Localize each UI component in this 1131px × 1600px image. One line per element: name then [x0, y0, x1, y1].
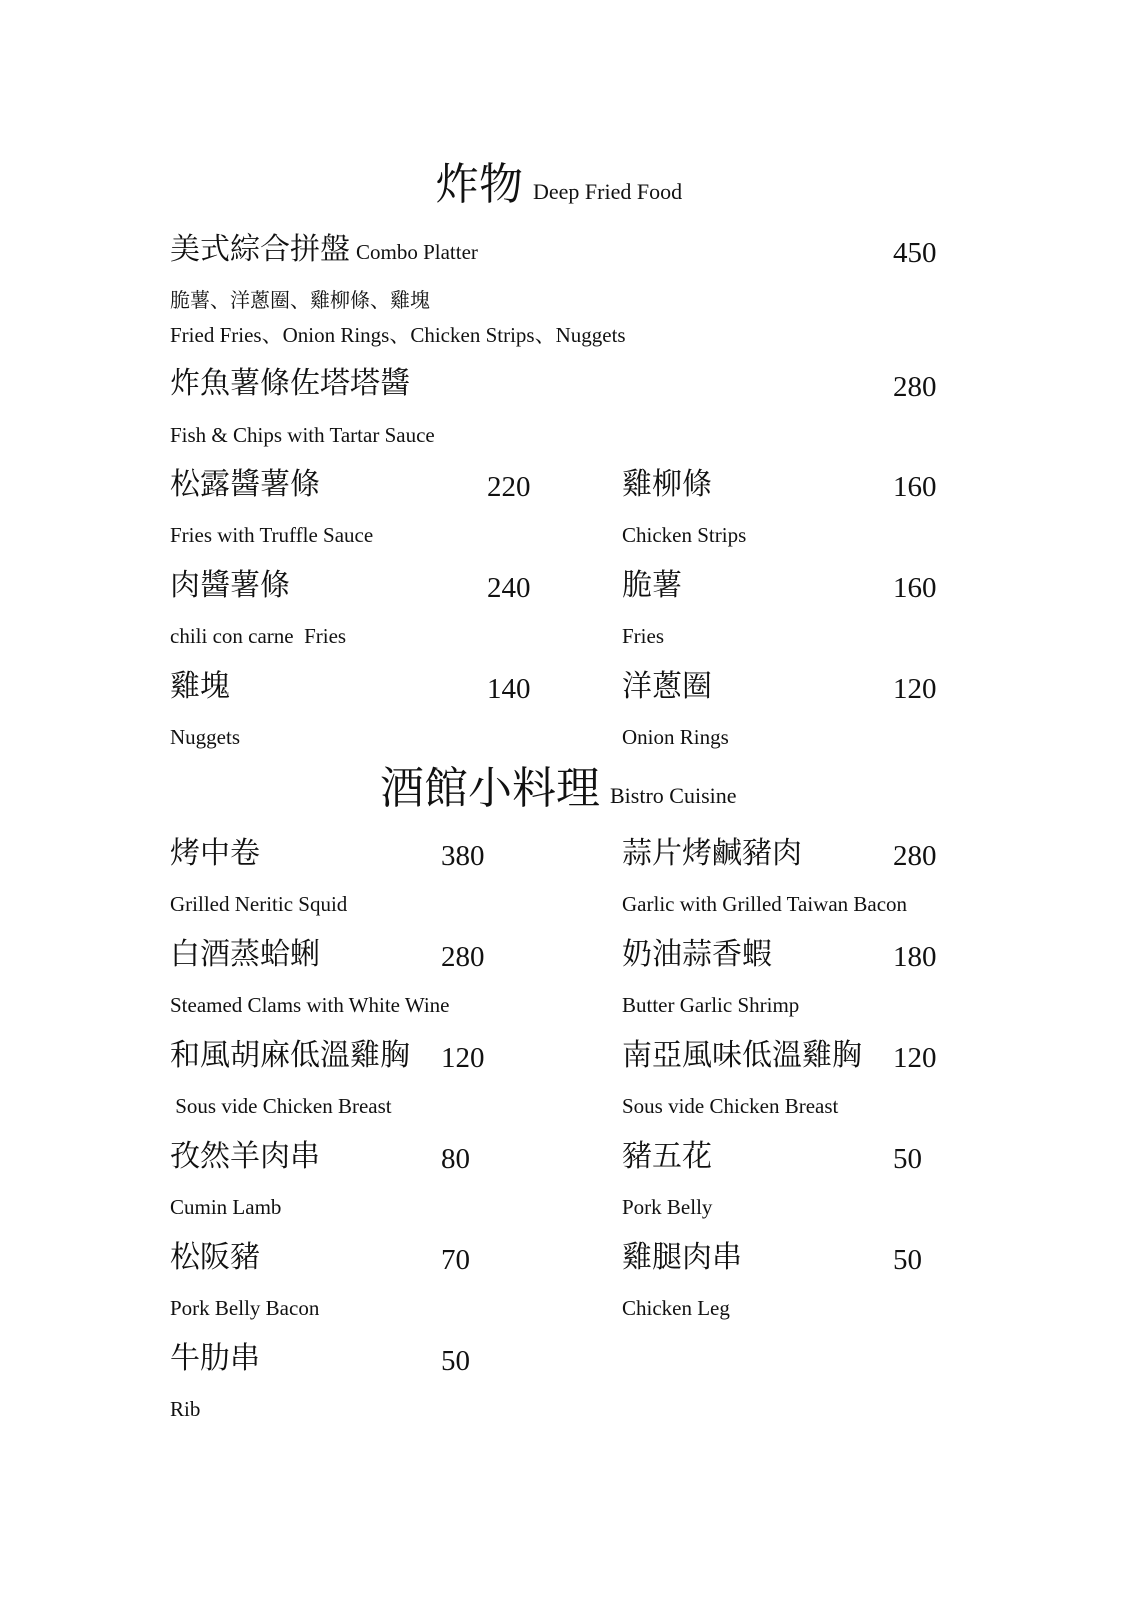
menu-item-name-en: Sous vide Chicken Breast	[622, 1094, 839, 1118]
menu-item-name-en: Chicken Leg	[622, 1296, 730, 1320]
menu-item-name-en: Sous vide Chicken Breast	[170, 1094, 392, 1118]
menu-item-name-en: Rib	[170, 1397, 201, 1421]
section-title-zh: 酒館小料理	[380, 763, 600, 814]
menu-item-name-en: Pork Belly	[622, 1195, 713, 1219]
menu-item-name-en: Grilled Neritic Squid	[170, 892, 348, 916]
menu-item-price: 380	[441, 840, 485, 872]
menu-item-name-zh: 雞腿肉串	[622, 1240, 742, 1275]
menu-item-name-en: chili con carne Fries	[170, 624, 347, 648]
menu-item-name-en: Nuggets	[170, 725, 240, 749]
menu-item-price: 180	[893, 941, 937, 973]
menu-item-price: 50	[893, 1143, 922, 1175]
menu-item-name-en: Fries with Truffle Sauce	[170, 523, 374, 547]
menu-item-name-en: Butter Garlic Shrimp	[622, 993, 800, 1017]
menu-item-desc-zh: 脆薯、洋蔥圈、雞柳條、雞塊	[170, 288, 430, 312]
menu-item-name-zh: 雞塊	[170, 669, 230, 704]
menu-item-name-zh: 炸魚薯條佐塔塔醬	[170, 366, 410, 401]
menu-item-name-en: Cumin Lamb	[170, 1195, 282, 1219]
menu-item-name	[170, 232, 478, 270]
menu-item-name-en: Chicken Strips	[622, 523, 747, 547]
section-title-bistro	[380, 764, 737, 814]
menu-item-price: 50	[441, 1345, 470, 1377]
menu-item-name-zh: 牛肋串	[170, 1341, 260, 1376]
menu-item-name-en: Steamed Clams with White Wine	[170, 993, 450, 1017]
menu-item-name-zh: 蒜片烤鹹豬肉	[622, 836, 802, 871]
section-title-zh: 炸物	[435, 159, 523, 210]
menu-item-name-en: Garlic with Grilled Taiwan Bacon	[622, 892, 908, 916]
menu-item-price: 120	[441, 1042, 485, 1074]
menu-item-price: 160	[893, 572, 937, 604]
menu-item-price: 280	[893, 840, 937, 872]
menu-item-name-en: Combo Platter	[356, 240, 478, 264]
section-title-en: Deep Fried Food	[533, 179, 683, 204]
menu-item-name-zh: 奶油蒜香蝦	[622, 937, 772, 972]
menu-item-price: 450	[893, 237, 937, 269]
menu-item-price: 240	[487, 572, 531, 604]
menu-item-price: 140	[487, 673, 531, 705]
menu-item-name-en: Fries	[622, 624, 664, 648]
menu-item-name-zh: 洋蔥圈	[622, 669, 712, 704]
menu-item-price: 220	[487, 471, 531, 503]
menu-item-name-zh: 孜然羊肉串	[170, 1139, 320, 1174]
menu-item-price: 280	[893, 371, 937, 403]
menu-item-price: 160	[893, 471, 937, 503]
menu-item-name-zh: 美式綜合拼盤	[170, 232, 350, 267]
menu-item-name-zh: 白酒蒸蛤蜊	[170, 937, 320, 972]
menu-item-price: 120	[893, 673, 937, 705]
menu-item-name-en: Fish & Chips with Tartar Sauce	[170, 423, 435, 447]
menu-item-name-zh: 脆薯	[622, 568, 682, 603]
menu-item-price: 70	[441, 1244, 470, 1276]
menu-item-price: 50	[893, 1244, 922, 1276]
menu-item-name-zh: 豬五花	[622, 1139, 712, 1174]
menu-item-name-zh: 肉醬薯條	[170, 568, 290, 603]
menu-item-name-zh: 松露醬薯條	[170, 467, 320, 502]
menu-item-name-zh: 和風胡麻低溫雞胸	[170, 1038, 410, 1073]
menu-item-name-zh: 雞柳條	[622, 467, 712, 502]
menu-item-desc-en: Fried Fries、Onion Rings、Chicken Strips、Nuggets	[170, 323, 626, 347]
menu-item-name-en: Pork Belly Bacon	[170, 1296, 320, 1320]
menu-item-price: 120	[893, 1042, 937, 1074]
menu-item-price: 280	[441, 941, 485, 973]
section-title-en: Bistro Cuisine	[610, 783, 737, 808]
menu-item-name-zh: 烤中卷	[170, 836, 260, 871]
menu-item-price: 80	[441, 1143, 470, 1175]
menu-item-name-en: Onion Rings	[622, 725, 729, 749]
menu-item-name-zh: 松阪豬	[170, 1240, 260, 1275]
menu-item-name-zh: 南亞風味低溫雞胸	[622, 1038, 862, 1073]
section-title-fried	[435, 160, 682, 210]
